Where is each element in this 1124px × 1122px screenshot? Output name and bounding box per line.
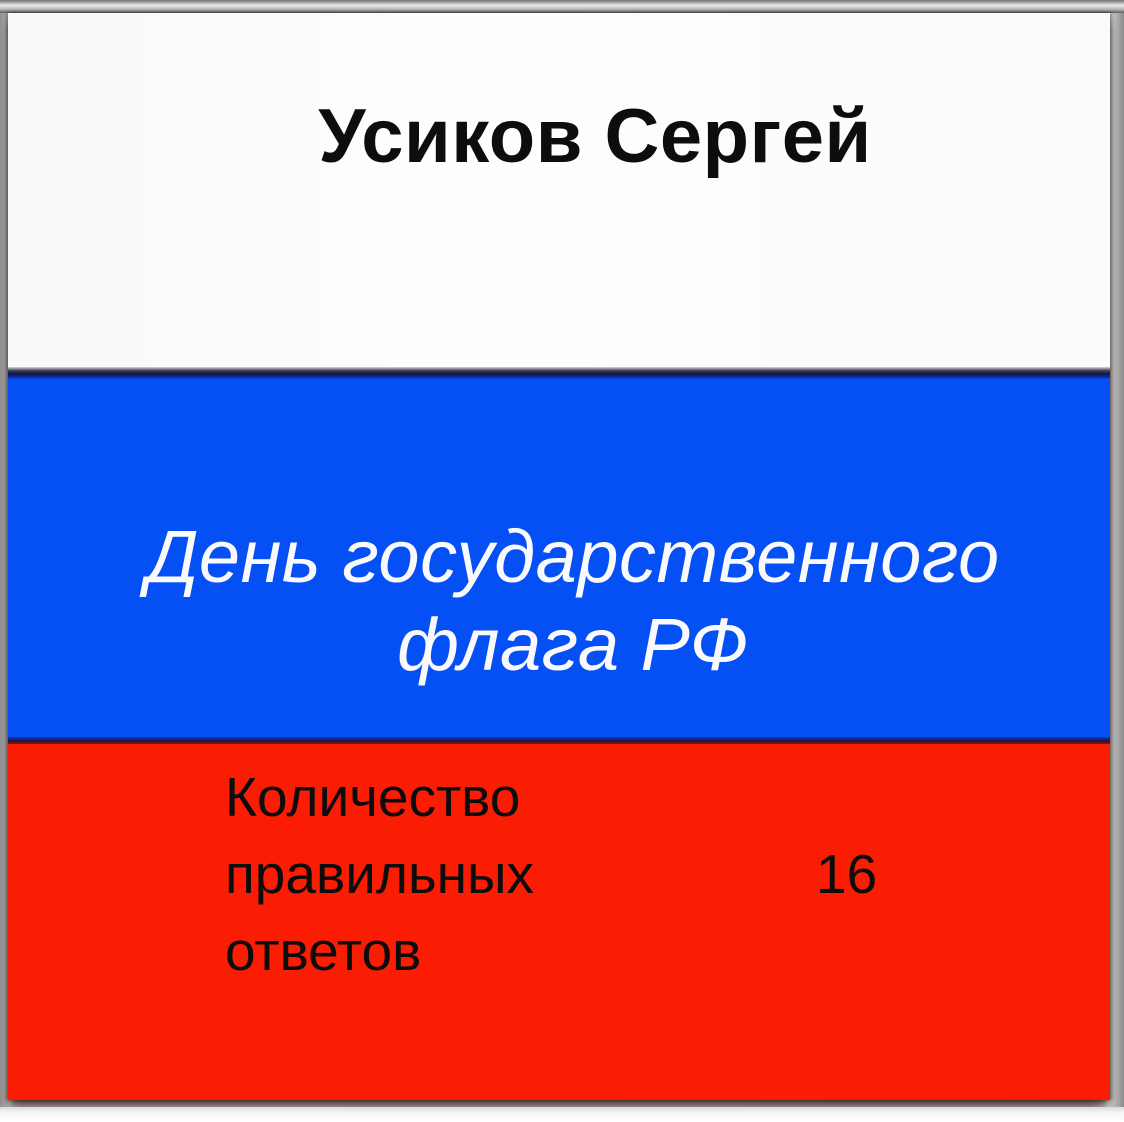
frame-bottom-strip: [0, 1107, 1124, 1122]
flag-red-band: [8, 744, 1110, 1100]
score-label: Количество правильных ответов: [225, 766, 535, 982]
flag-blue-band: [8, 379, 1110, 737]
slide-title: День государственного флага РФ: [146, 515, 1000, 686]
blue-red-divider: [8, 737, 1110, 744]
flag-white-band: [8, 13, 1110, 367]
score-row: [8, 744, 1110, 990]
presentation-slide: [8, 13, 1110, 1100]
white-blue-divider: [8, 367, 1110, 379]
author-name: Усиков Сергей: [318, 94, 872, 179]
score-value: 16: [816, 843, 878, 905]
